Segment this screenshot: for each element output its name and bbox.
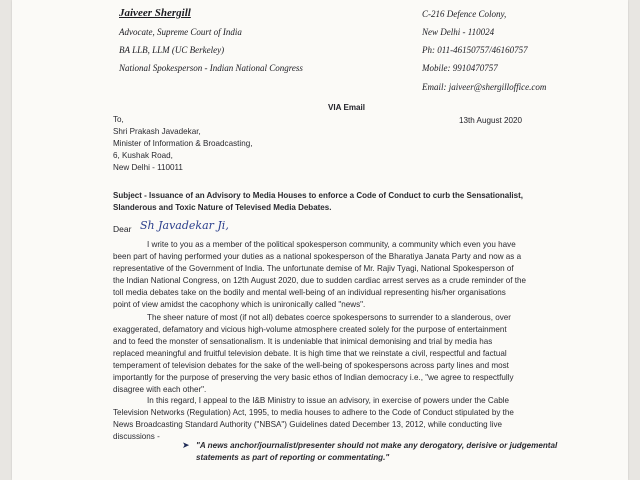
p2-line: exaggerated, defamatory and vicious high-volume atmosphere created solely for the purpose of entertainment: [113, 325, 507, 334]
sender-title-1: Advocate, Supreme Court of India: [119, 27, 242, 37]
p3-line: Television Networks (Regulation) Act, 1995, to media houses to adhere to the Code of Conduct stipulated by the: [113, 408, 514, 417]
p1-line: been part of having performed your duties as a national spokesperson of the Bharatiya Janata Party and now as a: [113, 252, 522, 261]
p2-line: replaced meaningful and fruitful television debate. It is high time that we reinstate a civil, respectful and factual: [113, 349, 507, 358]
address-line-2: New Delhi - 110024: [422, 27, 495, 37]
mobile-number: Mobile: 9910470757: [422, 63, 498, 73]
subject-line-2: Slanderous and Toxic Nature of Televised Media Debates.: [113, 203, 332, 212]
p2-line: and to feed the monster of sensationalism. It is undeniable that inimical demonising and trial by media has: [113, 337, 493, 346]
salutation-dear: Dear: [113, 224, 132, 234]
sender-name: Jaiveer Shergill: [119, 7, 191, 19]
address-line-1: C-216 Defence Colony,: [422, 9, 507, 19]
bullet-quote: [196, 440, 557, 464]
p3-line: News Broadcasting Standard Authority ("NBSA") Guidelines dated December 13, 2012, while conducting live: [113, 420, 503, 429]
p2-line: importantly for the purpose of preserving the very basic ethos of Indian democracy i.e., "we agree to respectfully: [113, 373, 514, 382]
p2-line: The sheer nature of most (if not all) debates coerce spokespersons to surrender to a slanderous, over: [147, 313, 511, 322]
p1-line: representative of the Government of India. The unfortunate demise of Mr. Rajiv Tyagi, National Spokesperson of: [113, 264, 514, 273]
phone-number: Ph: 011-46150757/46160757: [422, 45, 528, 55]
email-address: Email: jaiveer@shergilloffice.com: [422, 82, 547, 92]
bullet-line-1: "A news anchor/journalist/presenter should not make any derogatory, derisive or judgemental: [196, 441, 558, 450]
recipient-to: To,: [113, 115, 124, 124]
paragraph-3: [113, 395, 514, 443]
subject-line: [113, 190, 523, 214]
p1-line: I write to you as a member of the political spokesperson community, a community which even you have: [147, 240, 516, 249]
letter-date: 13th August 2020: [459, 116, 523, 125]
p1-line: the Indian National Congress, on 12th August 2020, due to sudden cardiac arrest serves as a crude reminder of the: [113, 276, 527, 285]
paragraph-2: [113, 312, 514, 396]
recipient-name: Shri Prakash Javadekar,: [113, 127, 201, 136]
subject-line-1: Subject - Issuance of an Advisory to Media Houses to enforce a Code of Conduct to curb the Sensationalist,: [113, 191, 523, 200]
sender-title-2: BA LLB, LLM (UC Berkeley): [119, 45, 225, 55]
bullet-icon: ➤: [182, 440, 190, 450]
handwritten-salutation: Sh Javadekar Ji,: [140, 219, 229, 232]
recipient-ministry: Minister of Information & Broadcasting,: [113, 139, 253, 148]
letter-page: [12, 0, 628, 480]
paragraph-1: [113, 239, 526, 311]
recipient-block: [113, 114, 252, 174]
recipient-road: 6, Kushak Road,: [113, 151, 173, 160]
p1-line: point of view amidst the cacophony which is unironically called "news".: [113, 300, 366, 309]
p3-line: In this regard, I appeal to the I&B Ministry to issue an advisory, in exercise of powers under the Cable: [147, 396, 510, 405]
via-email-label: VIA Email: [328, 103, 366, 112]
p3-line: discussions -: [113, 432, 160, 441]
p1-line: toll media debates take on the bodily and mental well-being of an individual representing his/her organisations: [113, 288, 506, 297]
recipient-city: New Delhi - 110011: [113, 163, 183, 172]
p2-line: temperament of television debates for the sake of the well-being of spokespersons across party lines and most: [113, 361, 509, 370]
sender-title-3: National Spokesperson - Indian National Congress: [119, 63, 303, 73]
bullet-line-2: statements as part of reporting or commentating.": [196, 453, 390, 462]
p2-line: disagree with each other".: [113, 385, 207, 394]
